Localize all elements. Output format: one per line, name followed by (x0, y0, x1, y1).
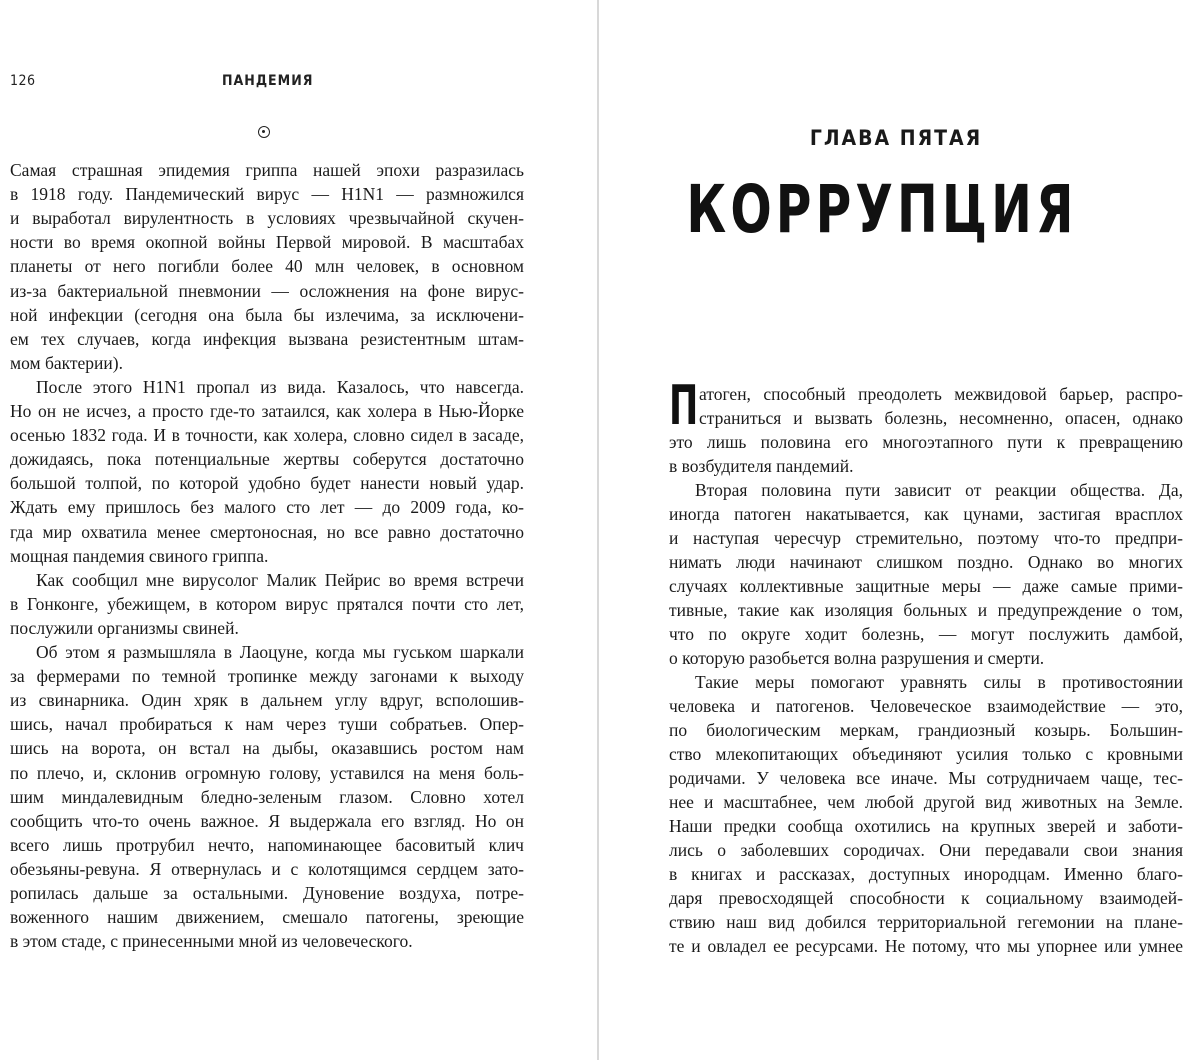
text-line: ем тех случаев, когда инфекция вызвана резистентным штам- (10, 328, 524, 349)
text-line: всего лишь протрубил нечто, напоминающее басовитый клич (10, 834, 524, 855)
text-line: осенью 1832 года. И в точности, как холера, словно сидел в засаде, (10, 425, 524, 446)
text-line: тивные, такие как изоляция больных и предупреждение о том, (669, 600, 1183, 620)
text-line: из свинарника. Один хряк в дальнем углу вдруг, всполошив- (10, 690, 524, 711)
text-line: и выработал вирулентность в условиях чрезвычайной скучен- (10, 208, 524, 229)
chapter-label: ГЛАВА ПЯТАЯ (809, 126, 983, 150)
text-line: по биологическим меркам, грандиозный козырь. Большин- (669, 720, 1183, 740)
text-line: ной инфекции (сегодня она была бы излечима, за исключени- (10, 304, 524, 325)
text-line: Об этом я размышляла в Лаоцуне, когда мы гуськом шаркали (36, 642, 524, 662)
text-line: в 1918 году. Пандемический вирус — H1N1 — размножился (10, 184, 524, 205)
text-line: в этом стаде, с принесенными мной из человеческого. (10, 931, 413, 952)
text-line: дожидаясь, пока потенциальные жертвы соберутся достаточно (10, 449, 524, 470)
text-line: шись на ворота, он встал на дыбы, оказавшись ростом нам (10, 738, 524, 759)
text-line: Вторая половина пути зависит от реакции общества. Да, (695, 480, 1183, 500)
page-number: 126 (10, 73, 36, 89)
text-line: по плечо, и, склонив огромную голову, уставился на меня боль- (10, 762, 524, 783)
text-line: Но он не исчез, а просто где-то затаился, как холера в Нью-Йорке (10, 401, 524, 421)
text-line: сообщить что-то очень важное. Я выдержала его взгляд. Но он (10, 810, 524, 831)
text-line: иногда патоген накатывается, как цунами, застигая врасплох (669, 504, 1183, 524)
text-line: шись, начал пробираться к нам через туши собратьев. Опер- (10, 714, 524, 735)
running-title: ПАНДЕМИЯ (222, 73, 314, 89)
text-line: лись о заболевших сородичах. Они передавали свои знания (669, 840, 1183, 860)
text-line: ствию наш вид добился территориальной гегемонии на плане- (669, 912, 1183, 932)
text-line: обезьяны-ревуна. Я отвернулась и с колотящимся сердцем зато- (10, 858, 524, 879)
text-line: за фермерами по темной тропинке между загонами к выходу (10, 666, 524, 687)
text-line: планеты от него погибли более 40 млн человек, в основном (10, 256, 524, 277)
text-line: это лишь половина его многоэтапного пути к превращению (669, 432, 1183, 452)
text-line: случаях коллективные защитные меры — даже самые прими- (669, 576, 1183, 596)
text-line: шим миндалевидным бледно-зеленым глазом. Словно хотел (10, 786, 524, 807)
text-line: в книгах и рассказах, доступных инородцам. Именно благо- (669, 864, 1183, 884)
text-line: страниться и вызвать болезнь, несомненно, опасен, однако (699, 408, 1183, 428)
text-line: человека и патогенов. Человеческое взаимодействие — это, (669, 696, 1183, 716)
text-line: в Гонконге, убежищем, в котором вирус прятался почти сто лет, (10, 593, 524, 614)
drop-cap: П (669, 374, 699, 437)
text-line: Ждать ему пришлось без малого сто лет — до 2009 года, ко- (10, 497, 524, 518)
text-line: большой толпой, по которой удобно будет нанести новый удар. (10, 473, 524, 494)
text-line: воженного нашим движением, смешало патогены, зреющие (10, 907, 524, 928)
text-line: Такие меры помогают уравнять силы в противостоянии (695, 672, 1183, 692)
section-ornament-icon (258, 126, 270, 138)
text-line: послужили организмы свиней. (10, 617, 239, 638)
text-line: мом бактерии). (10, 352, 123, 373)
text-line: ство млекопитающих объединяют усилия только с кровными (669, 744, 1183, 764)
text-line: что по округе ходит болезнь, — могут послужить дамбой, (669, 624, 1183, 644)
text-line: Самая страшная эпидемия гриппа нашей эпохи разразилась (10, 160, 524, 180)
text-line: нее и масштабнее, чем любой другой вид животных на Земле. (669, 792, 1183, 812)
text-line: о которую разобьется волна разрушения и смерти. (669, 648, 1045, 668)
text-line: и наступая чересчур стремительно, поэтому что-то предпри- (669, 528, 1183, 548)
text-line: из-за бактериальной пневмонии — осложнения на фоне вирус- (10, 280, 524, 301)
chapter-title: КОРРУПЦИЯ (686, 171, 1078, 248)
text-line: даря превосходящей способности к социальному взаимодей- (669, 888, 1183, 908)
text-line: мощная пандемия свиного гриппа. (10, 545, 269, 566)
text-line: атоген, способный преодолеть межвидовой барьер, распро- (699, 384, 1183, 404)
text-line: Как сообщил мне вирусолог Малик Пейрис во время встречи (36, 569, 524, 590)
text-line: в возбудителя пандемий. (669, 456, 854, 476)
text-line: ропилась дальше за остальными. Дуновение воздуха, потре- (10, 883, 524, 903)
text-line: те и овладел ее ресурсами. Не потому, что мы упорнее или умнее (669, 936, 1183, 956)
text-line: После этого H1N1 пропал из вида. Казалось, что навсегда. (36, 376, 524, 397)
text-line: нимать люди начинают слишком поздно. Однако во многих (669, 552, 1183, 572)
text-line: ности во время окопной войны Первой мировой. В масштабах (10, 232, 524, 253)
text-line: гда мир охватила менее смертоносная, но все равно достаточно (10, 521, 524, 542)
text-line: родичами. У человека все иначе. Мы сотрудничаем чаще, тес- (669, 768, 1183, 788)
text-line: Наши предки сообща охотились на крупных зверей и заботи- (669, 816, 1183, 836)
